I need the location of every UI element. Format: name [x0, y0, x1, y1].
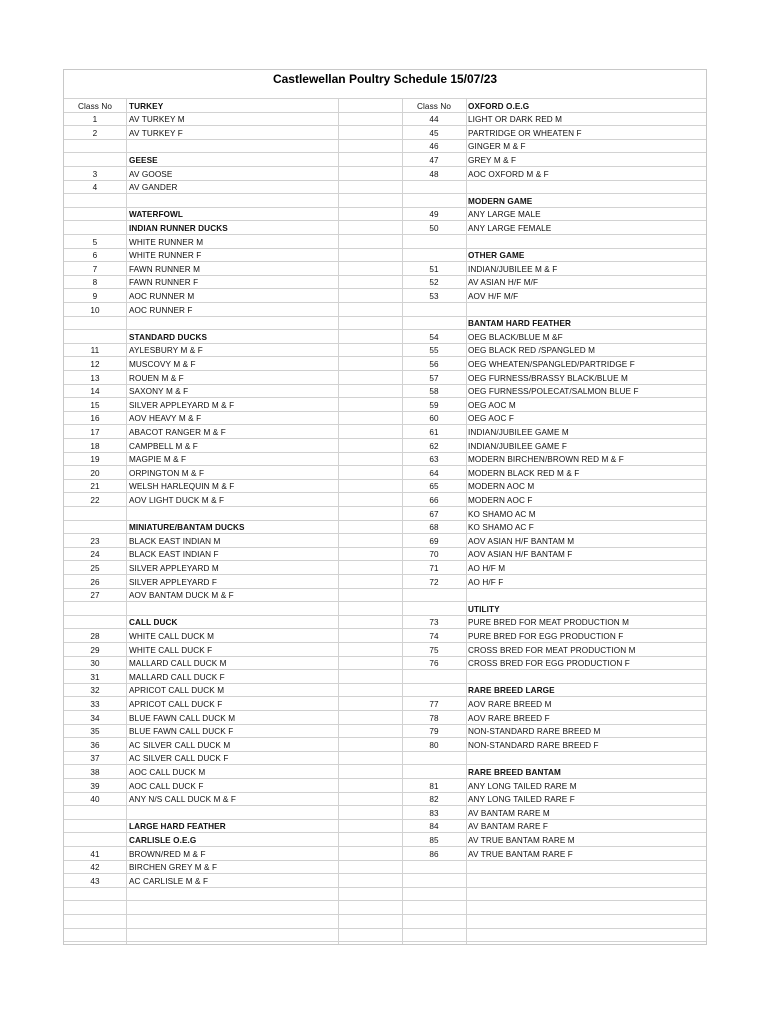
- section-heading: WATERFOWL: [129, 210, 183, 220]
- class-label: MODERN AOC M: [468, 482, 535, 492]
- class-number: 21: [90, 482, 100, 492]
- class-number: 1: [92, 115, 98, 125]
- class-number: 26: [90, 577, 100, 587]
- class-label: AOC CALL DUCK F: [129, 781, 204, 791]
- class-label: ANY N/S CALL DUCK M & F: [129, 795, 236, 805]
- class-number: 42: [90, 863, 100, 873]
- class-label: AOV RARE BREED F: [468, 713, 550, 723]
- class-number: 55: [429, 346, 439, 356]
- class-label: OEG AOC F: [468, 414, 514, 424]
- section-heading: STANDARD DUCKS: [129, 332, 208, 342]
- class-label: MODERN AOC F: [468, 495, 533, 505]
- grid-line: [64, 941, 706, 942]
- section-heading: UTILITY: [468, 604, 500, 614]
- class-number: 50: [429, 223, 439, 233]
- class-label: OEG WHEATEN/SPANGLED/PARTRIDGE F: [468, 359, 635, 369]
- section-heading: OTHER GAME: [468, 251, 525, 261]
- class-label: PURE BRED FOR MEAT PRODUCTION M: [468, 618, 630, 628]
- class-label: BIRCHEN GREY M & F: [129, 863, 218, 873]
- class-label: OEG BLACK/BLUE M &F: [468, 332, 563, 342]
- grid-line: [64, 900, 706, 901]
- class-number: 61: [429, 427, 439, 437]
- class-label: INDIAN/JUBILEE GAME F: [468, 441, 568, 451]
- class-label: AOC RUNNER F: [129, 305, 193, 315]
- class-number: 37: [90, 754, 100, 764]
- class-number: 23: [90, 536, 100, 546]
- class-label: AC CARLISLE M & F: [129, 876, 209, 886]
- class-label: OEG FURNESS/POLECAT/SALMON BLUE F: [468, 387, 639, 397]
- section-heading: INDIAN RUNNER DUCKS: [129, 223, 228, 233]
- class-no-header: Class No: [77, 101, 112, 111]
- class-label: CROSS BRED FOR MEAT PRODUCTION M: [468, 645, 636, 655]
- class-number: 4: [92, 183, 98, 193]
- section-heading: BANTAM HARD FEATHER: [468, 319, 572, 329]
- class-number: 84: [429, 822, 439, 832]
- class-label: OEG AOC M: [468, 400, 516, 410]
- class-number: 43: [90, 876, 100, 886]
- class-number: 16: [90, 414, 100, 424]
- class-label: BLACK EAST INDIAN M: [129, 536, 221, 546]
- class-number: 28: [90, 631, 100, 641]
- class-label: INDIAN/JUBILEE M & F: [468, 264, 558, 274]
- class-number: 68: [429, 523, 439, 533]
- section-heading: CALL DUCK: [129, 618, 178, 628]
- class-number: 81: [429, 781, 439, 791]
- class-label: OEG BLACK RED /SPANGLED M: [468, 346, 596, 356]
- class-number: 74: [429, 631, 439, 641]
- class-label: APRICOT CALL DUCK F: [129, 699, 223, 709]
- class-label: OEG FURNESS/BRASSY BLACK/BLUE M: [468, 373, 628, 383]
- class-number: 47: [429, 155, 439, 165]
- column-divider: [466, 98, 467, 944]
- class-label: AOV RARE BREED M: [468, 699, 552, 709]
- class-label: AOV H/F M/F: [468, 291, 519, 301]
- class-number: 45: [429, 128, 439, 138]
- class-number: 15: [90, 400, 100, 410]
- class-number: 12: [90, 359, 100, 369]
- class-label: SILVER APPLEYARD F: [129, 577, 217, 587]
- class-label: AC SILVER CALL DUCK M: [129, 740, 231, 750]
- class-number: 52: [429, 278, 439, 288]
- class-number: 38: [90, 767, 100, 777]
- class-label: ANY LONG TAILED RARE M: [468, 781, 577, 791]
- class-number: 71: [429, 563, 439, 573]
- class-number: 3: [92, 169, 98, 179]
- class-number: 58: [429, 387, 439, 397]
- class-number: 67: [429, 509, 439, 519]
- class-label: APRICOT CALL DUCK M: [129, 686, 225, 696]
- class-number: 27: [90, 591, 100, 601]
- class-label: AOV BANTAM DUCK M & F: [129, 591, 234, 601]
- class-number: 57: [429, 373, 439, 383]
- section-heading: GEESE: [129, 155, 158, 165]
- class-number: 20: [90, 468, 100, 478]
- class-label: BLUE FAWN CALL DUCK F: [129, 727, 234, 737]
- class-number: 35: [90, 727, 100, 737]
- class-label: PARTRIDGE OR WHEATEN F: [468, 128, 582, 138]
- class-label: FAWN RUNNER F: [129, 278, 199, 288]
- class-number: 44: [429, 115, 439, 125]
- class-label: AV GANDER: [129, 183, 178, 193]
- class-number: 10: [90, 305, 100, 315]
- class-label: AOV HEAVY M & F: [129, 414, 202, 424]
- class-label: AV BANTAM RARE M: [468, 808, 550, 818]
- class-label: AOV ASIAN H/F BANTAM F: [468, 550, 573, 560]
- class-number: 39: [90, 781, 100, 791]
- class-label: MAGPIE M & F: [129, 455, 187, 465]
- class-number: 75: [429, 645, 439, 655]
- class-label: MODERN BLACK RED M & F: [468, 468, 580, 478]
- class-label: AV TURKEY F: [129, 128, 183, 138]
- class-number: 11: [90, 346, 100, 356]
- class-number: 24: [90, 550, 100, 560]
- class-number: 83: [429, 808, 439, 818]
- class-number: 34: [90, 713, 100, 723]
- class-label: AOV ASIAN H/F BANTAM M: [468, 536, 575, 546]
- class-number: 48: [429, 169, 439, 179]
- class-number: 2: [92, 128, 98, 138]
- class-label: AOC OXFORD M & F: [468, 169, 549, 179]
- class-label: ANY LARGE FEMALE: [468, 223, 552, 233]
- class-label: AC SILVER CALL DUCK F: [129, 754, 229, 764]
- class-number: 30: [90, 659, 100, 669]
- class-number: 41: [90, 849, 100, 859]
- class-label: FAWN RUNNER M: [129, 264, 201, 274]
- grid-line: [64, 914, 706, 915]
- class-number: 66: [429, 495, 439, 505]
- class-label: WHITE RUNNER M: [129, 237, 204, 247]
- class-number: 18: [90, 441, 100, 451]
- class-label: CROSS BRED FOR EGG PRODUCTION F: [468, 659, 630, 669]
- class-number: 6: [92, 251, 98, 261]
- schedule-sheet: [63, 69, 707, 945]
- section-heading: MODERN GAME: [468, 196, 533, 206]
- class-label: SAXONY M & F: [129, 387, 189, 397]
- class-label: MALLARD CALL DUCK M: [129, 659, 227, 669]
- class-number: 70: [429, 550, 439, 560]
- class-label: AV TRUE BANTAM RARE F: [468, 849, 573, 859]
- class-number: 33: [90, 699, 100, 709]
- class-number: 5: [92, 237, 98, 247]
- class-number: 29: [90, 645, 100, 655]
- section-heading: CARLISLE O.E.G: [129, 835, 197, 845]
- class-number: 53: [429, 291, 439, 301]
- class-label: NON-STANDARD RARE BREED M: [468, 727, 601, 737]
- class-label: AV TRUE BANTAM RARE M: [468, 835, 575, 845]
- class-label: PURE BRED FOR EGG PRODUCTION F: [468, 631, 624, 641]
- class-number: 72: [429, 577, 439, 587]
- class-label: MALLARD CALL DUCK F: [129, 672, 225, 682]
- class-label: KO SHAMO AC M: [468, 509, 536, 519]
- class-number: 36: [90, 740, 100, 750]
- class-number: 31: [90, 672, 100, 682]
- column-divider: [126, 98, 127, 944]
- class-label: GREY M & F: [468, 155, 517, 165]
- class-number: 46: [429, 142, 439, 152]
- class-label: LIGHT OR DARK RED M: [468, 115, 563, 125]
- class-number: 63: [429, 455, 439, 465]
- class-number: 86: [429, 849, 439, 859]
- class-label: BLACK EAST INDIAN F: [129, 550, 219, 560]
- class-no-header: Class No: [416, 101, 451, 111]
- class-number: 25: [90, 563, 100, 573]
- section-heading: TURKEY: [129, 101, 164, 111]
- class-number: 49: [429, 210, 439, 220]
- class-label: ORPINGTON M & F: [129, 468, 205, 478]
- class-label: ANY LONG TAILED RARE F: [468, 795, 575, 805]
- class-label: WELSH HARLEQUIN M & F: [129, 482, 235, 492]
- class-label: AV GOOSE: [129, 169, 173, 179]
- class-label: AOC RUNNER M: [129, 291, 195, 301]
- class-label: AV BANTAM RARE F: [468, 822, 548, 832]
- class-label: AYLESBURY M & F: [129, 346, 203, 356]
- page-title: Castlewellan Poultry Schedule 15/07/23: [272, 72, 498, 86]
- section-heading: RARE BREED LARGE: [468, 686, 555, 696]
- class-label: SILVER APPLEYARD M: [129, 563, 219, 573]
- class-number: 76: [429, 659, 439, 669]
- class-number: 78: [429, 713, 439, 723]
- class-number: 79: [429, 727, 439, 737]
- class-label: AO H/F F: [468, 577, 504, 587]
- class-label: WHITE CALL DUCK M: [129, 631, 215, 641]
- class-number: 64: [429, 468, 439, 478]
- class-number: 7: [92, 264, 98, 274]
- class-number: 60: [429, 414, 439, 424]
- grid-line: [64, 928, 706, 929]
- class-number: 17: [90, 427, 100, 437]
- class-number: 22: [90, 495, 100, 505]
- class-number: 8: [92, 278, 98, 288]
- class-label: MODERN BIRCHEN/BROWN RED M & F: [468, 455, 624, 465]
- class-number: 82: [429, 795, 439, 805]
- class-number: 59: [429, 400, 439, 410]
- section-heading: OXFORD O.E.G: [468, 101, 530, 111]
- class-number: 51: [429, 264, 439, 274]
- class-number: 85: [429, 835, 439, 845]
- class-number: 9: [92, 291, 98, 301]
- class-number: 14: [90, 387, 100, 397]
- class-label: MUSCOVY M & F: [129, 359, 196, 369]
- class-label: SILVER APPLEYARD M & F: [129, 400, 235, 410]
- class-label: AO H/F M: [468, 563, 506, 573]
- class-label: BROWN/RED M & F: [129, 849, 206, 859]
- class-label: GINGER M & F: [468, 142, 526, 152]
- class-label: AV ASIAN H/F M/F: [468, 278, 539, 288]
- class-label: CAMPBELL M & F: [129, 441, 198, 451]
- class-label: ANY LARGE MALE: [468, 210, 541, 220]
- class-label: ROUEN M & F: [129, 373, 184, 383]
- class-number: 80: [429, 740, 439, 750]
- class-number: 62: [429, 441, 439, 451]
- class-label: BLUE FAWN CALL DUCK M: [129, 713, 236, 723]
- class-label: AOC CALL DUCK M: [129, 767, 206, 777]
- class-number: 69: [429, 536, 439, 546]
- class-number: 56: [429, 359, 439, 369]
- class-number: 54: [429, 332, 439, 342]
- class-label: ABACOT RANGER M & F: [129, 427, 226, 437]
- class-number: 73: [429, 618, 439, 628]
- class-number: 32: [90, 686, 100, 696]
- class-number: 13: [90, 373, 100, 383]
- section-heading: LARGE HARD FEATHER: [129, 822, 226, 832]
- section-heading: MINIATURE/BANTAM DUCKS: [129, 523, 245, 533]
- class-label: NON-STANDARD RARE BREED F: [468, 740, 599, 750]
- class-label: KO SHAMO AC F: [468, 523, 534, 533]
- class-number: 65: [429, 482, 439, 492]
- class-label: AV TURKEY M: [129, 115, 185, 125]
- class-number: 19: [90, 455, 100, 465]
- class-label: INDIAN/JUBILEE GAME M: [468, 427, 569, 437]
- section-heading: RARE BREED BANTAM: [468, 767, 561, 777]
- class-number: 40: [90, 795, 100, 805]
- class-label: WHITE CALL DUCK F: [129, 645, 213, 655]
- class-label: AOV LIGHT DUCK M & F: [129, 495, 225, 505]
- class-number: 77: [429, 699, 439, 709]
- class-label: WHITE RUNNER F: [129, 251, 202, 261]
